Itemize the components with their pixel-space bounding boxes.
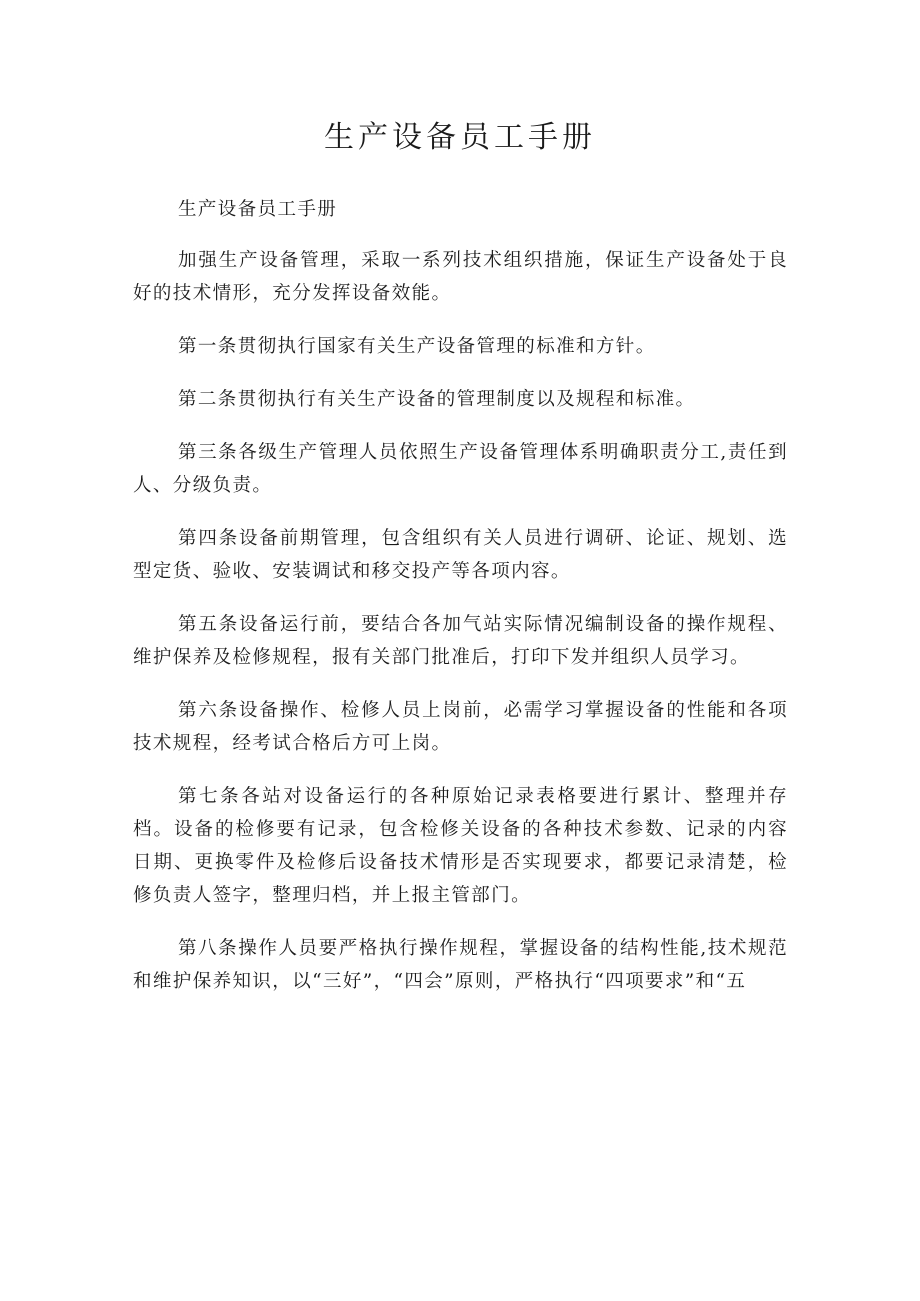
page-title: 生产设备员工手册 xyxy=(324,120,596,155)
paragraph-article-5: 第五条设备运行前，要结合各加气站实际情况编制设备的操作规程、维护保养及检修规程，报有关部门批准后，打印下发并组织人员学习。 xyxy=(133,614,788,668)
paragraph-article-2: 第二条贯彻执行有关生产设备的管理制度以及规程和标准。 xyxy=(178,389,696,410)
paragraph-article-3: 第三条各级生产管理人员依照生产设备管理体系明确职责分工,责任到人、分级负责。 xyxy=(133,442,788,496)
paragraph-article-7: 第七条各站对设备运行的各种原始记录表格要进行累计、整理并存档。设备的检修要有记录，包含检修关设备的各种技术参数、记录的内容日期、更换零件及检修后设备技术情形是否实现要求，都要记录清楚，检修负责人签字，整理归档，并上报主管部门。 xyxy=(133,786,788,906)
paragraph-article-4: 第四条设备前期管理，包含组织有关人员进行调研、论证、规划、选型定货、验收、安装调试和移交投产等各项内容。 xyxy=(133,528,788,582)
paragraph-intro: 加强生产设备管理，采取一系列技术组织措施，保证生产设备处于良好的技术情形，充分发挥设备效能。 xyxy=(133,250,788,304)
paragraph-article-1: 第一条贯彻执行国家有关生产设备管理的标准和方针。 xyxy=(178,336,656,357)
paragraph-article-8: 第八条操作人员要严格执行操作规程，掌握设备的结构性能,技术规范和维护保养知识，以“三好”，“四会”原则，严格执行“四项要求”和“五 xyxy=(133,938,788,992)
paragraph-subtitle: 生产设备员工手册 xyxy=(178,199,338,220)
paragraph-article-6: 第六条设备操作、检修人员上岗前，必需学习掌握设备的性能和各项技术规程，经考试合格后方可上岗。 xyxy=(133,700,788,754)
document-body xyxy=(133,193,788,1018)
